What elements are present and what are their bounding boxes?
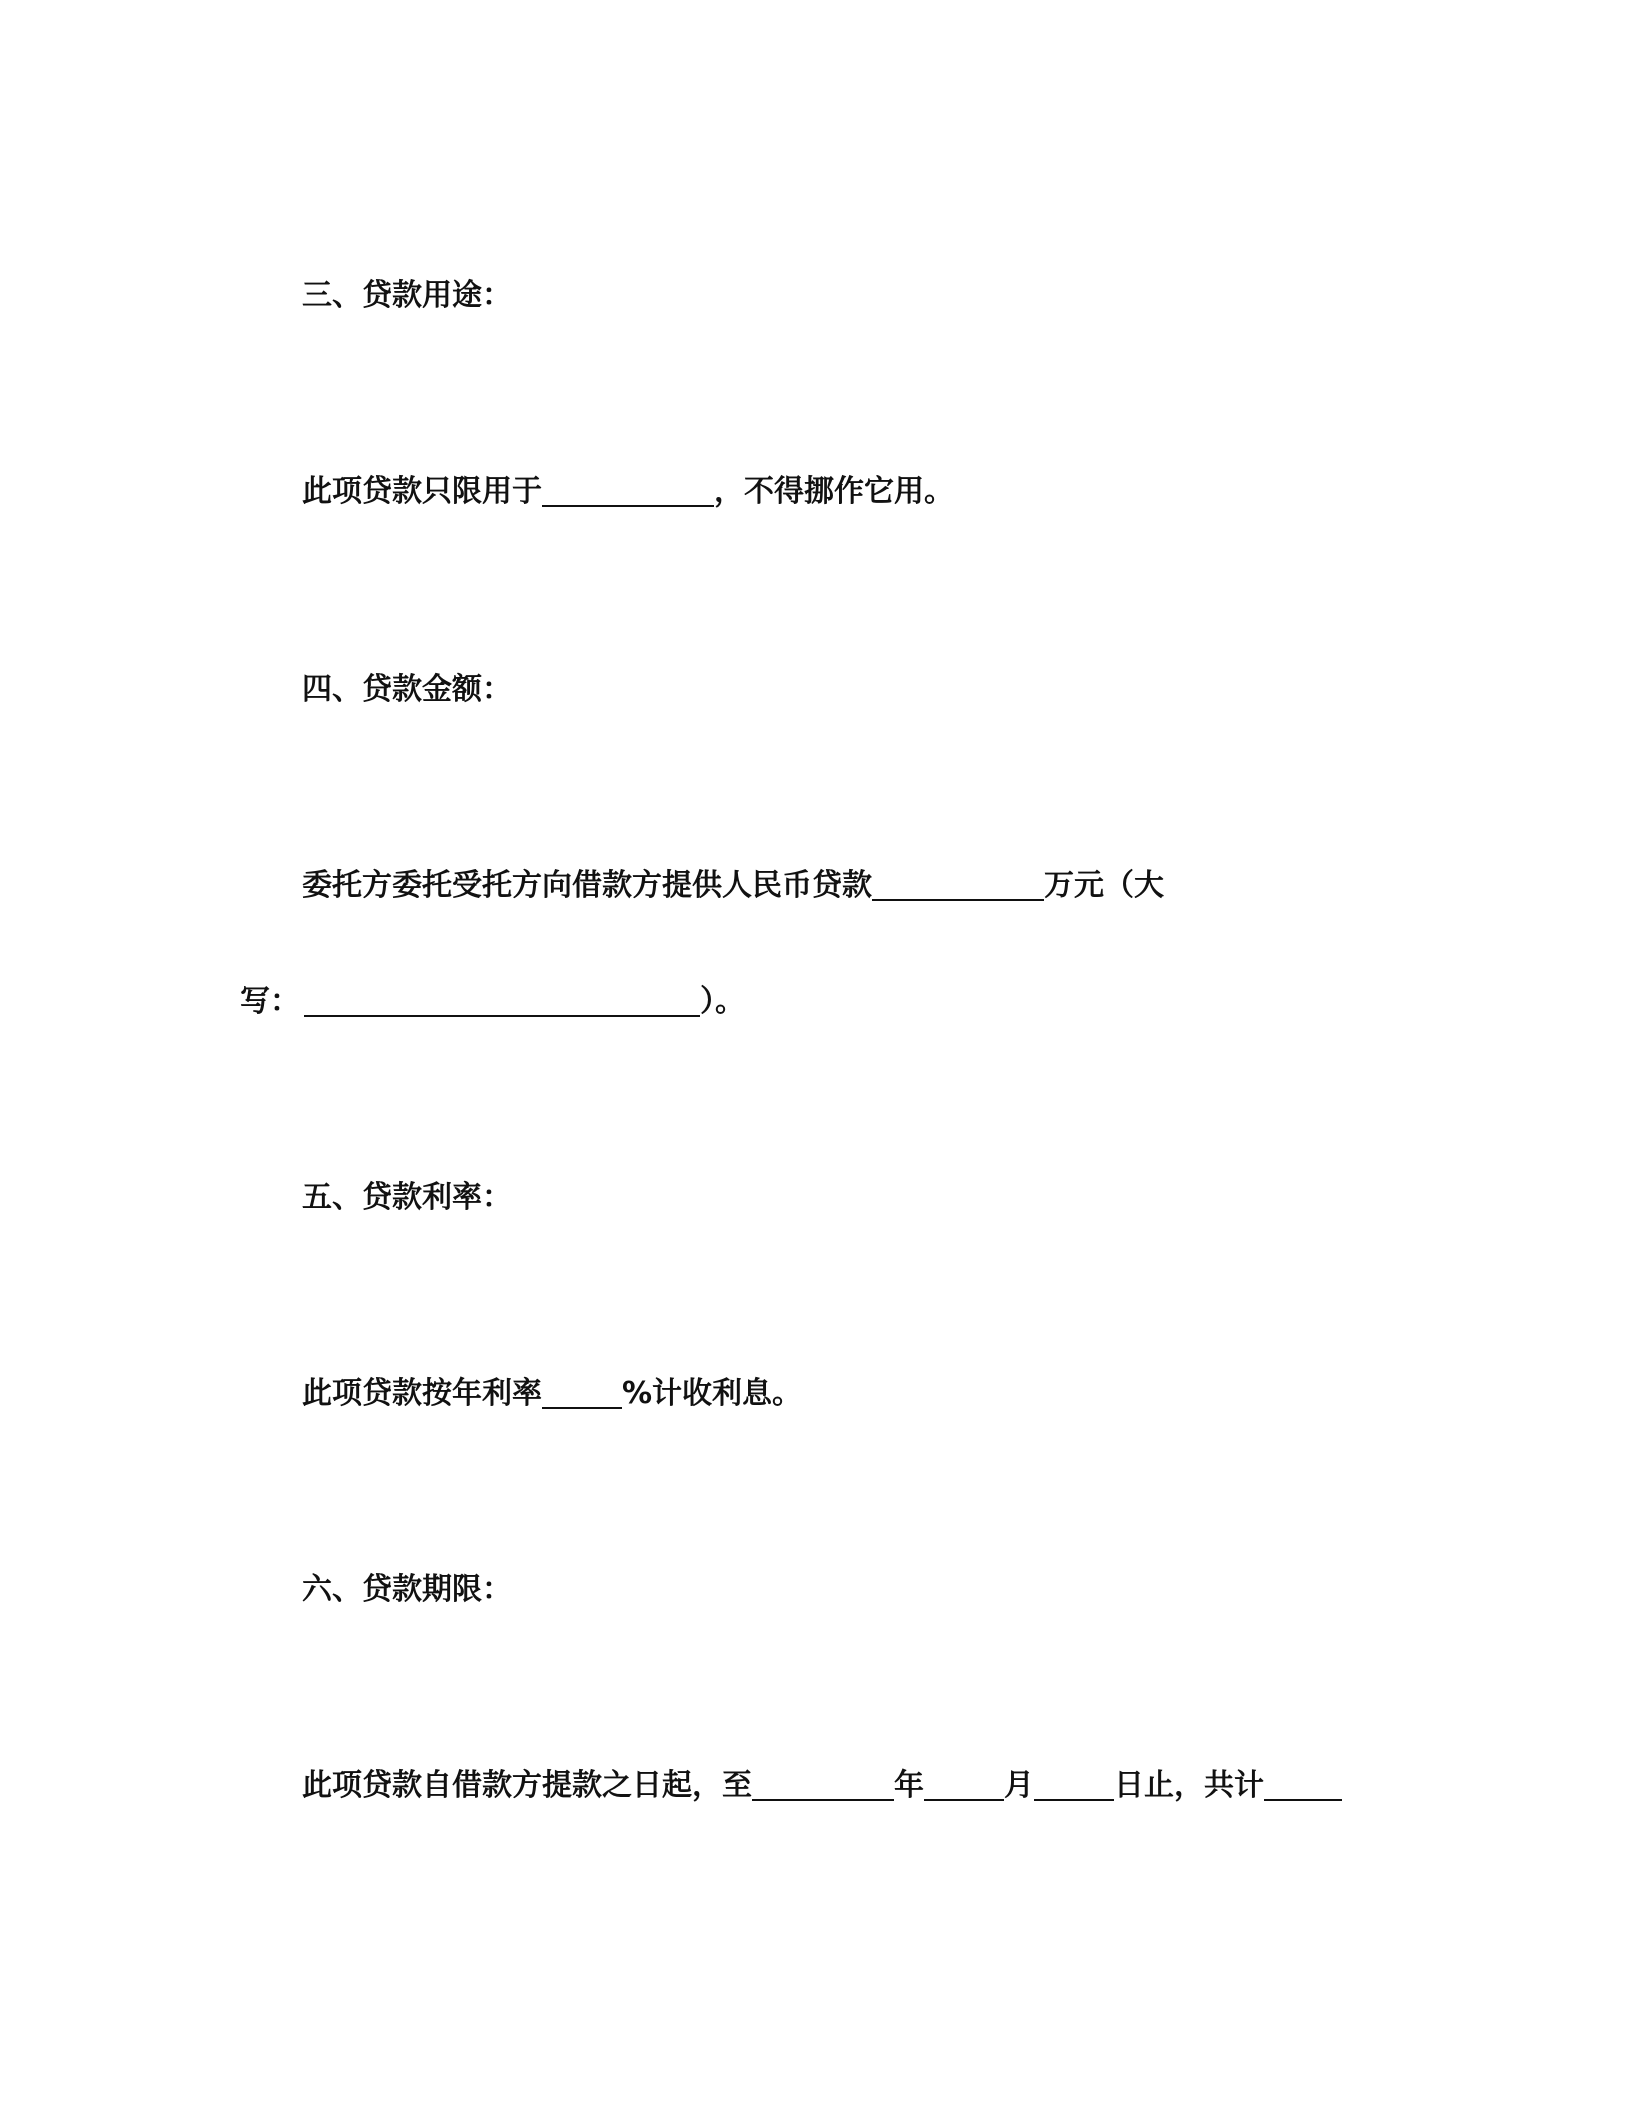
section-3-text: 此项贷款只限用于 ，不得挪作它用。 <box>302 474 954 509</box>
amount-blank[interactable] <box>872 869 1044 901</box>
section-3-heading: 三、贷款用途： <box>302 278 512 313</box>
interest-rate-blank[interactable] <box>542 1377 622 1409</box>
section-5-heading: 五、贷款利率： <box>302 1180 512 1215</box>
end-day-blank[interactable] <box>1034 1769 1114 1801</box>
section-6-heading: 六、贷款期限： <box>302 1572 512 1607</box>
section-4-text: 委托方委托受托方向借款方提供人民币贷款 万元（大 <box>302 868 1164 903</box>
end-month-blank[interactable] <box>924 1769 1004 1801</box>
total-term-blank[interactable] <box>1264 1769 1342 1801</box>
section-4-heading: 四、贷款金额： <box>302 672 512 707</box>
purpose-blank[interactable] <box>542 475 714 507</box>
amount-uppercase-blank[interactable] <box>304 985 700 1017</box>
section-4-text-cont: 写： ）。 <box>240 984 745 1019</box>
section-5-text: 此项贷款按年利率 %计收利息。 <box>302 1376 803 1411</box>
section-6-text: 此项贷款自借款方提款之日起，至 年 月 日止，共计 <box>302 1766 1342 1806</box>
end-year-blank[interactable] <box>752 1769 894 1801</box>
